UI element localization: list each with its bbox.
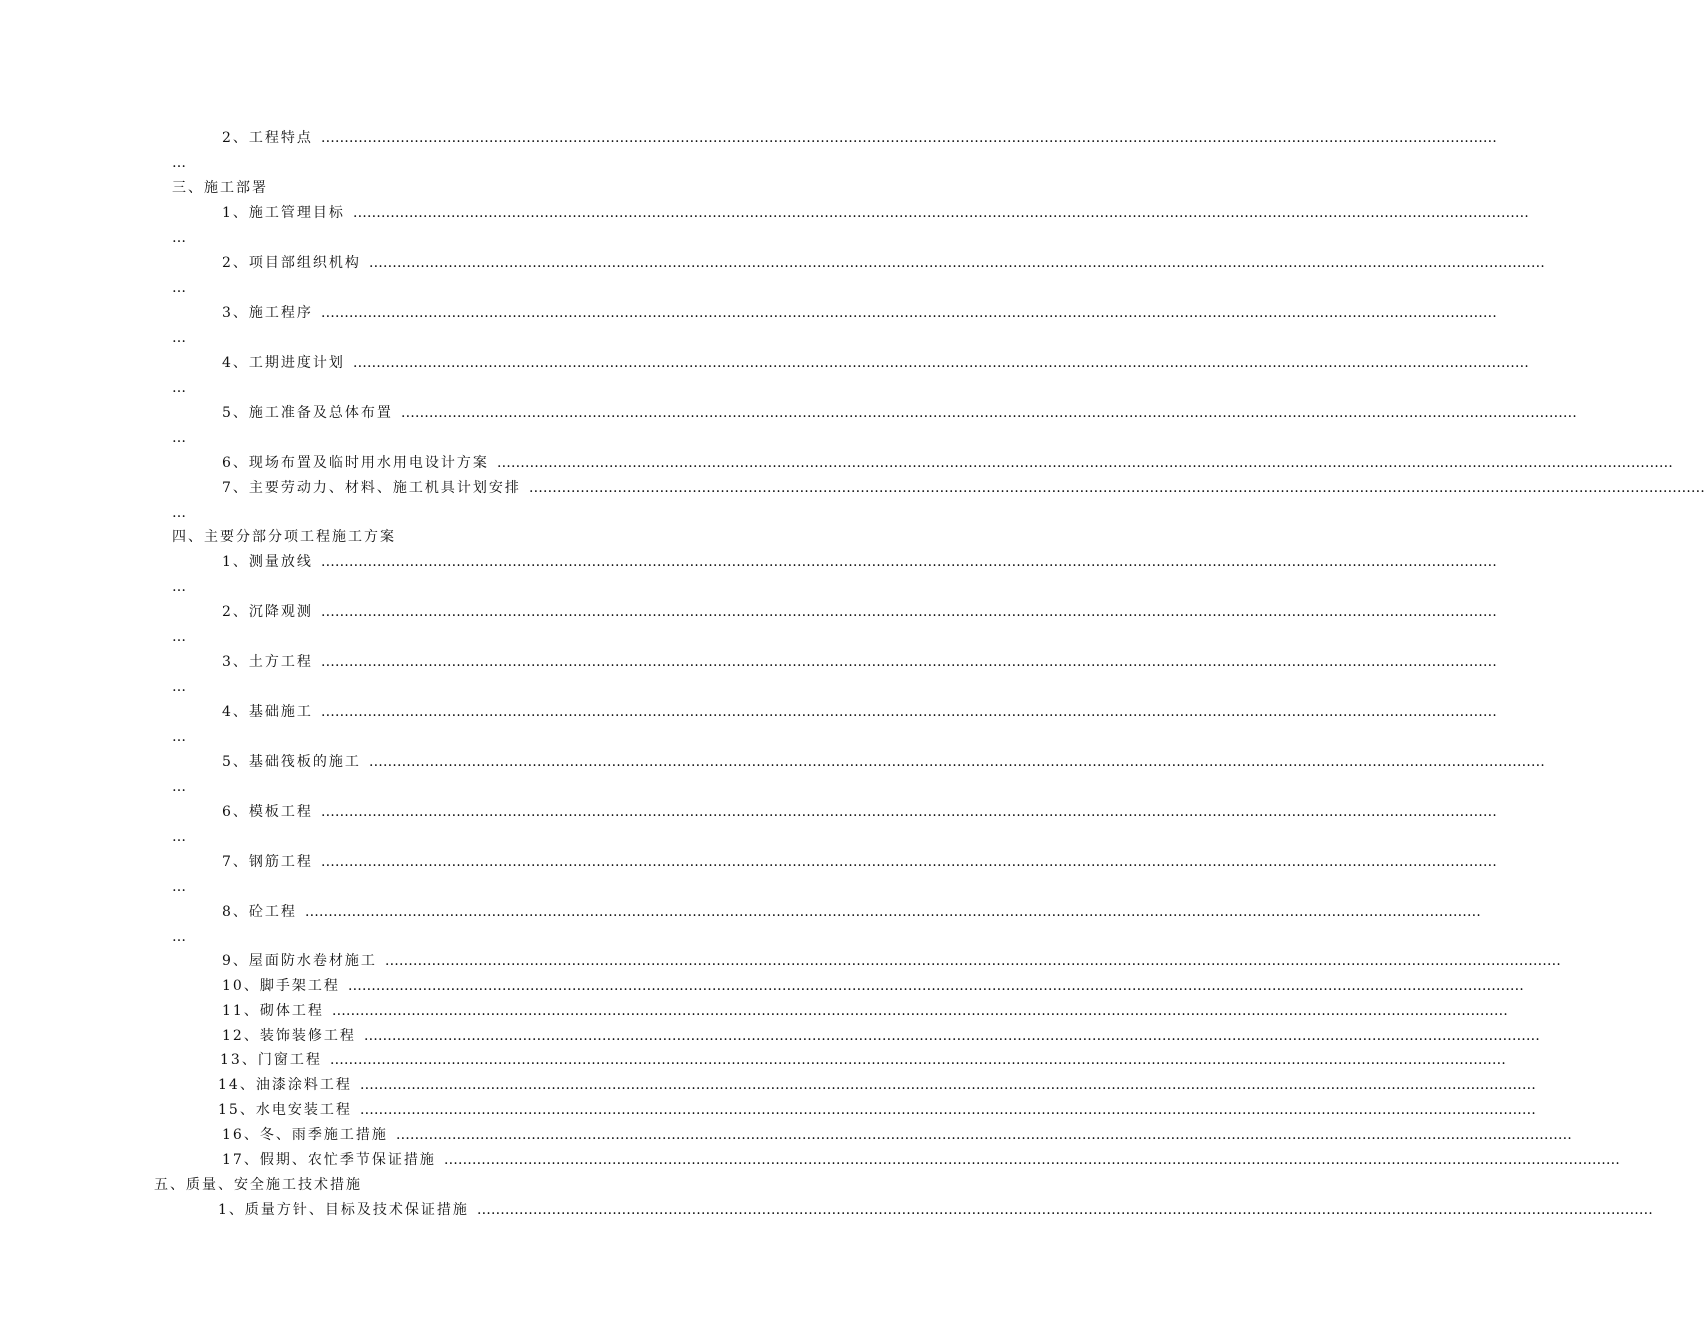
toc-entry[interactable] bbox=[222, 976, 1524, 996]
toc-leader-continuation: … bbox=[172, 779, 186, 795]
toc-leader-continuation: … bbox=[172, 380, 186, 396]
toc-entry-label: 2、工程特点 bbox=[222, 130, 313, 146]
toc-entry[interactable] bbox=[222, 1150, 1620, 1170]
toc-entry-label: 1、质量方针、目标及技术保证措施 bbox=[218, 1202, 469, 1218]
toc-entry-label: 5、基础筏板的施工 bbox=[222, 754, 361, 770]
toc-entry-label: 4、基础施工 bbox=[222, 704, 313, 720]
toc-entry-label: 14、油漆涂料工程 bbox=[218, 1077, 352, 1093]
toc-entry[interactable] bbox=[222, 253, 1545, 273]
toc-entry-label: 16、冬、雨季施工措施 bbox=[222, 1127, 388, 1143]
toc-leader-dots: ……………………………………………………………………………………………………………………………………………………………………………………………………………………………… bbox=[476, 1202, 1653, 1218]
toc-leader-dots: ……………………………………………………………………………………………………………………………………………………………………………………………………………………………… bbox=[320, 130, 1497, 146]
toc-entry-label: 10、脚手架工程 bbox=[222, 978, 340, 994]
toc-leader-dots: ……………………………………………………………………………………………………………………………………………………………………………………………………………………………… bbox=[320, 704, 1497, 720]
toc-entry-label: 2、项目部组织机构 bbox=[222, 255, 361, 271]
toc-leader-continuation: … bbox=[172, 629, 186, 645]
toc-entry-label: 9、屋面防水卷材施工 bbox=[222, 953, 377, 969]
toc-entry[interactable] bbox=[222, 1125, 1572, 1145]
toc-leader-continuation: … bbox=[172, 430, 186, 446]
toc-entry-label: 5、施工准备及总体布置 bbox=[222, 405, 393, 421]
toc-entry-label: 4、工期进度计划 bbox=[222, 355, 345, 371]
toc-leader-dots: ……………………………………………………………………………………………………………………………………………………………………………………………………………………………… bbox=[359, 1102, 1536, 1118]
toc-entry[interactable] bbox=[222, 802, 1497, 822]
toc-entry[interactable] bbox=[220, 1050, 1506, 1070]
toc-section-heading[interactable]: 五、质量、安全施工技术措施 bbox=[154, 1177, 362, 1193]
toc-leader-dots: ……………………………………………………………………………………………………………………………………………………………………………………………………………………………… bbox=[368, 255, 1545, 271]
toc-leader-dots: ……………………………………………………………………………………………………………………………………………………………………………………………………………………………… bbox=[352, 355, 1529, 371]
toc-leader-dots: ……………………………………………………………………………………………………………………………………………………………………………………………………………………………… bbox=[304, 904, 1481, 920]
toc-leader-continuation: … bbox=[172, 729, 186, 745]
toc-leader-dots: ……………………………………………………………………………………………………………………………………………………………………………………………………………………………… bbox=[320, 854, 1497, 870]
toc-leader-dots: ……………………………………………………………………………………………………………………………………………………………………………………………………………………………… bbox=[320, 604, 1497, 620]
toc-leader-continuation: … bbox=[172, 505, 186, 521]
toc-entry[interactable] bbox=[222, 203, 1529, 223]
toc-entry-label: 15、水电安装工程 bbox=[218, 1102, 352, 1118]
toc-leader-dots: ……………………………………………………………………………………………………………………………………………………………………………………………………………………………… bbox=[395, 1127, 1572, 1143]
toc-leader-dots: ……………………………………………………………………………………………………………………………………………………………………………………………………………………………… bbox=[443, 1152, 1620, 1168]
toc-entry[interactable] bbox=[218, 1075, 1536, 1095]
toc-leader-dots: ……………………………………………………………………………………………………………………………………………………………………………………………………………………………… bbox=[320, 804, 1497, 820]
toc-entry[interactable] bbox=[222, 602, 1497, 622]
toc-leader-dots: ……………………………………………………………………………………………………………………………………………………………………………………………………………………………… bbox=[320, 554, 1497, 570]
toc-entry-label: 1、施工管理目标 bbox=[222, 205, 345, 221]
toc-leader-continuation: … bbox=[172, 829, 186, 845]
toc-leader-dots: ……………………………………………………………………………………………………………………………………………………………………………………………………………………………… bbox=[352, 205, 1529, 221]
toc-leader-dots: ……………………………………………………………………………………………………………………………………………………………………………………………………………………………… bbox=[347, 978, 1524, 994]
toc-leader-continuation: … bbox=[172, 330, 186, 346]
toc-entry-label: 12、装饰装修工程 bbox=[222, 1028, 356, 1044]
toc-leader-continuation: … bbox=[172, 579, 186, 595]
toc-entry-label: 6、模板工程 bbox=[222, 804, 313, 820]
toc-leader-continuation: … bbox=[172, 230, 186, 246]
toc-leader-continuation: … bbox=[172, 679, 186, 695]
toc-entry[interactable] bbox=[222, 303, 1497, 323]
toc-section-heading[interactable]: 四、主要分部分项工程施工方案 bbox=[172, 529, 396, 545]
toc-entry[interactable] bbox=[222, 652, 1497, 672]
toc-leader-continuation: … bbox=[172, 879, 186, 895]
toc-leader-dots: ……………………………………………………………………………………………………………………………………………………………………………………………………………………………… bbox=[331, 1003, 1508, 1019]
toc-entry-label: 2、沉降观测 bbox=[222, 604, 313, 620]
toc-entry-label: 6、现场布置及临时用水用电设计方案 bbox=[222, 455, 489, 471]
toc-leader-dots: ……………………………………………………………………………………………………………………………………………………………………………………………………………………………… bbox=[320, 305, 1497, 321]
toc-leader-dots: ……………………………………………………………………………………………………………………………………………………………………………………………………………………………… bbox=[496, 455, 1673, 471]
toc-entry[interactable] bbox=[222, 702, 1497, 722]
toc-leader-dots: ……………………………………………………………………………………………………………………………………………………………………………………………………………………………… bbox=[384, 953, 1561, 969]
toc-entry[interactable] bbox=[222, 128, 1497, 148]
toc-entry[interactable] bbox=[222, 403, 1577, 423]
toc-entry[interactable] bbox=[222, 1001, 1508, 1021]
toc-entry-label: 8、砼工程 bbox=[222, 904, 297, 920]
toc-entry[interactable] bbox=[222, 951, 1561, 971]
toc-leader-continuation: … bbox=[172, 155, 186, 171]
toc-leader-dots: ……………………………………………………………………………………………………………………………………………………………………………………………………………………………… bbox=[363, 1028, 1540, 1044]
toc-entry[interactable] bbox=[222, 478, 1705, 498]
toc-entry[interactable] bbox=[222, 752, 1545, 772]
toc-entry-label: 11、砌体工程 bbox=[222, 1003, 324, 1019]
toc-entry-label: 1、测量放线 bbox=[222, 554, 313, 570]
toc-entry-label: 3、施工程序 bbox=[222, 305, 313, 321]
toc-leader-dots: ……………………………………………………………………………………………………………………………………………………………………………………………………………………………… bbox=[320, 654, 1497, 670]
toc-entry-label: 13、门窗工程 bbox=[220, 1052, 322, 1068]
toc-leader-dots: ……………………………………………………………………………………………………………………………………………………………………………………………………………………………… bbox=[400, 405, 1577, 421]
toc-entry[interactable] bbox=[218, 1200, 1653, 1220]
toc-entry[interactable] bbox=[222, 1026, 1540, 1046]
toc-leader-dots: ……………………………………………………………………………………………………………………………………………………………………………………………………………………………… bbox=[368, 754, 1545, 770]
toc-entry-label: 7、钢筋工程 bbox=[222, 854, 313, 870]
toc-entry[interactable] bbox=[218, 1100, 1536, 1120]
toc-section-heading[interactable]: 三、施工部署 bbox=[172, 180, 268, 196]
toc-leader-dots: ……………………………………………………………………………………………………………………………………………………………………………………………………………………………… bbox=[528, 480, 1705, 496]
toc-entry-label: 7、主要劳动力、材料、施工机具计划安排 bbox=[222, 480, 521, 496]
toc-entry[interactable] bbox=[222, 552, 1497, 572]
toc-leader-continuation: … bbox=[172, 929, 186, 945]
toc-entry[interactable] bbox=[222, 453, 1673, 473]
toc-leader-dots: ……………………………………………………………………………………………………………………………………………………………………………………………………………………………… bbox=[329, 1052, 1506, 1068]
toc-leader-dots: ……………………………………………………………………………………………………………………………………………………………………………………………………………………………… bbox=[359, 1077, 1536, 1093]
toc-entry[interactable] bbox=[222, 852, 1497, 872]
toc-entry-label: 17、假期、农忙季节保证措施 bbox=[222, 1152, 436, 1168]
toc-leader-continuation: … bbox=[172, 280, 186, 296]
toc-entry[interactable] bbox=[222, 353, 1529, 373]
toc-entry[interactable] bbox=[222, 902, 1481, 922]
toc-entry-label: 3、土方工程 bbox=[222, 654, 313, 670]
